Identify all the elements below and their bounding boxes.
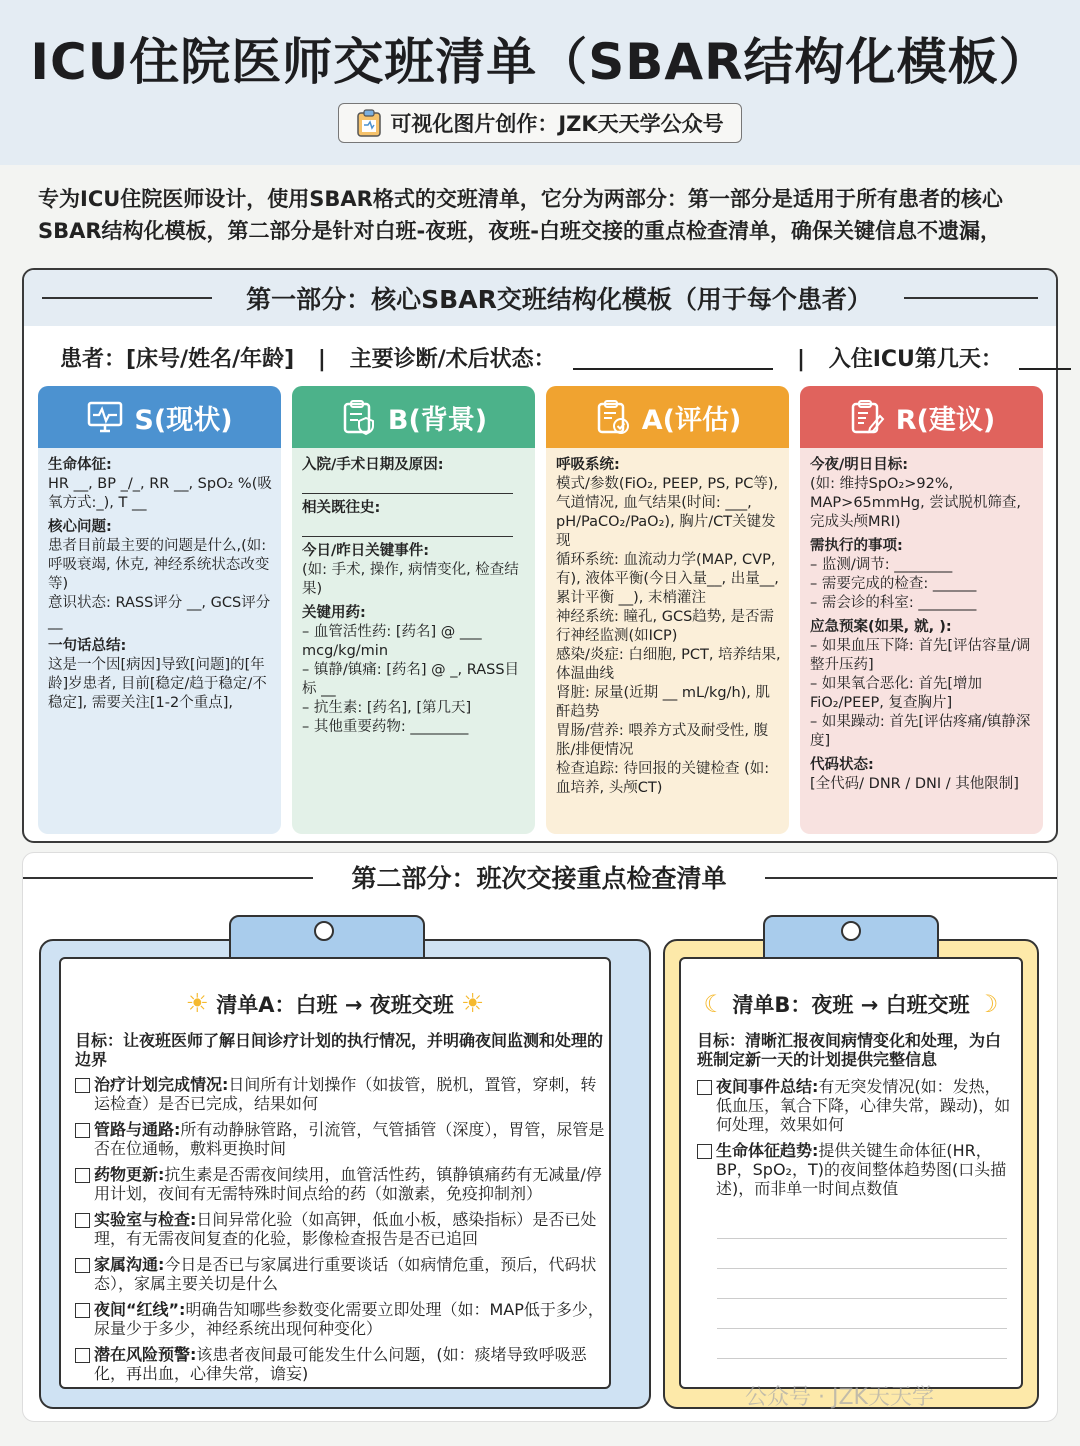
sbar-card-s bbox=[38, 386, 281, 834]
field-heading: 生命体征: bbox=[48, 457, 112, 473]
checklist-text bbox=[94, 1300, 605, 1338]
field-heading: 一句话总结: bbox=[48, 638, 127, 654]
card-header bbox=[292, 386, 535, 448]
icu-day-blank[interactable] bbox=[1019, 348, 1071, 370]
checklist-text bbox=[94, 1210, 605, 1248]
card-body bbox=[292, 448, 535, 737]
sbar-card-b bbox=[292, 386, 535, 834]
card-body bbox=[800, 448, 1043, 794]
paper-b bbox=[679, 957, 1023, 1389]
field-text: 胃肠/营养: 喂养方式及耐受性, 腹胀/排便情况 bbox=[556, 723, 769, 758]
checkbox[interactable] bbox=[75, 1123, 90, 1138]
field-text: 患者目前最主要的问题是什么,(如: 呼吸衰竭, 休克, 神经系统状态改变等) bbox=[48, 538, 270, 592]
field-heading: 应急预案(如果, 就, ): bbox=[810, 619, 952, 635]
field-text: – 如果氧合恶化: 首先[增加FiO₂/PEEP, 复查胸片] bbox=[810, 676, 983, 711]
icu-day-label: 入住ICU第几天： bbox=[828, 347, 1003, 372]
moon-icon: ☾ bbox=[703, 990, 726, 1018]
list-b-title: 清单B：夜班 → 白班交班 bbox=[732, 993, 970, 1017]
checklist-item bbox=[75, 1120, 605, 1158]
checklist-key: 家属沟通: bbox=[94, 1255, 165, 1274]
card-title: S(现状) bbox=[134, 404, 233, 436]
field-text: – 需会诊的科室: ________ bbox=[810, 595, 977, 611]
field-text: 模式/参数(FiO₂, PEEP, PS, PC等), 气道情况, 血气结果(时间: ___, pH/PaCO₂/PaO₂), 胸片/CT关键发现 bbox=[556, 476, 779, 549]
checkbox[interactable] bbox=[75, 1348, 90, 1363]
edit-document-icon bbox=[848, 398, 886, 436]
field-text: 检查追踪: 待回报的关键检查 (如: 血培养, 头颅CT) bbox=[556, 761, 770, 796]
sbar-card-a bbox=[546, 386, 789, 834]
fill-blank[interactable] bbox=[302, 477, 513, 494]
checklist-desc: 抗生素是否需夜间续用，血管活性药，镇静镇痛药有无减量/停用计划，夜间有无需特殊时间点给的药（如激素，免疫抑制剂） bbox=[94, 1165, 602, 1203]
checklist-desc: 今日是否已与家属进行重要谈话（如病情危重，预后，代码状态），家属主要关切是什么 bbox=[94, 1255, 597, 1293]
checklist-desc: 提供关键生命体征(HR，BP，SpO₂，T)的夜间整体趋势图(口头描述)，而非单一时间点数值 bbox=[716, 1141, 1007, 1198]
field-text: – 抗生素: [药名], [第几天] bbox=[302, 700, 472, 716]
field-text: – 如果躁动: 首先[评估疼痛/镇静深度] bbox=[810, 714, 1031, 749]
page-title: ICU住院医师交班清单（SBAR结构化模板） bbox=[30, 33, 1050, 91]
field-heading: 关键用药: bbox=[302, 605, 366, 621]
part1-title: 第一部分：核心SBAR交班结构化模板（用于每个患者） bbox=[246, 285, 872, 314]
checklist-item bbox=[697, 1077, 1013, 1134]
checkbox[interactable] bbox=[75, 1303, 90, 1318]
notes-lines bbox=[717, 1209, 1007, 1359]
card-body bbox=[546, 448, 789, 798]
header-band bbox=[0, 0, 1080, 165]
field-heading: 代码状态: bbox=[810, 757, 874, 773]
credit-text: 可视化图片创作：JZK天天学公众号 bbox=[390, 112, 724, 136]
sun-icon: ☀ bbox=[185, 989, 209, 1019]
field-text: – 需要完成的检查: ______ bbox=[810, 576, 977, 592]
list-a-goal: 目标：让夜班医师了解日间诊疗计划的执行情况，并明确夜间监测和处理的边界 bbox=[75, 1031, 604, 1069]
patient-label: 患者：[床号/姓名/年龄] bbox=[60, 347, 295, 372]
list-a-items bbox=[75, 1075, 605, 1390]
checklist-item bbox=[75, 1075, 605, 1113]
field-text: 循环系统: 血流动力学(MAP, CVP, 有), 液体平衡(今日入量__, 出量__, 累计平衡 __), 末梢灌注 bbox=[556, 552, 779, 606]
checklist-key: 潜在风险预警: bbox=[94, 1345, 197, 1364]
header-rule-right bbox=[904, 297, 1038, 299]
list-b-items bbox=[697, 1077, 1013, 1205]
field-heading: 今日/昨日关键事件: bbox=[302, 543, 430, 559]
sbar-card-r bbox=[800, 386, 1043, 834]
field-heading: 相关既往史: bbox=[302, 500, 381, 516]
field-text: – 镇静/镇痛: [药名] @ _, RASS目标 __ bbox=[302, 662, 520, 697]
field-heading: 今夜/明日目标: bbox=[810, 457, 909, 473]
separator-1: | bbox=[317, 347, 326, 372]
card-title: R(建议) bbox=[895, 404, 996, 436]
field-text: – 监测/调节: ________ bbox=[810, 557, 953, 573]
checklist-key: 夜间事件总结: bbox=[716, 1077, 819, 1096]
card-header bbox=[38, 386, 281, 448]
checklist-text bbox=[716, 1141, 1013, 1198]
field-heading: 需执行的事项: bbox=[810, 538, 903, 554]
checklist-text bbox=[94, 1075, 605, 1113]
checklist-item bbox=[75, 1165, 605, 1203]
paper-a bbox=[59, 957, 611, 1389]
diagnosis-blank[interactable] bbox=[573, 348, 773, 370]
checklist-item bbox=[697, 1141, 1013, 1198]
list-a-title-row bbox=[61, 989, 609, 1019]
checklist-desc: 该患者夜间最可能发生什么问题，(如：痰堵导致呼吸恶化，再出血，心律失常，谵妄) bbox=[94, 1345, 587, 1383]
checkbox[interactable] bbox=[75, 1168, 90, 1183]
diagnosis-label: 主要诊断/术后状态： bbox=[349, 347, 556, 372]
field-text: 肾脏: 尿量(近期 __ mL/kg/h), 肌酐趋势 bbox=[556, 685, 771, 720]
field-heading: 入院/手术日期及原因: bbox=[302, 457, 444, 473]
checklist-item bbox=[75, 1255, 605, 1293]
separator-2: | bbox=[796, 347, 806, 372]
patient-info-line bbox=[60, 342, 1071, 373]
checklist-text bbox=[716, 1077, 1013, 1134]
field-text: – 其他重要药物: ________ bbox=[302, 719, 469, 735]
field-text: – 血管活性药: [药名] @ ___ mcg/kg/min bbox=[302, 624, 482, 659]
clipboard-check-icon bbox=[594, 398, 632, 436]
checklist-key: 实验室与检查: bbox=[94, 1210, 197, 1229]
checklist-text bbox=[94, 1165, 605, 1203]
clipboard-shield-icon bbox=[340, 398, 378, 436]
checklist-key: 治疗计划完成情况: bbox=[94, 1075, 229, 1094]
checkbox[interactable] bbox=[697, 1144, 712, 1159]
field-text: (如: 手术, 操作, 病情变化, 检查结果) bbox=[302, 562, 519, 597]
field-text: HR __, BP _/_, RR __, SpO₂ %(吸氧方式:_), T __ bbox=[48, 476, 272, 511]
header-rule-left bbox=[42, 297, 212, 299]
card-body bbox=[38, 448, 281, 713]
checkbox[interactable] bbox=[75, 1258, 90, 1273]
checklist-desc: 明确告知哪些参数变化需要立即处理（如：MAP低于多少，尿量少于多少，神经系统出现何种变化） bbox=[94, 1300, 604, 1338]
field-text: [全代码/ DNR / DNI / 其他限制] bbox=[810, 776, 1019, 792]
checklist-key: 生命体征趋势: bbox=[716, 1141, 819, 1160]
list-b-title-row bbox=[681, 989, 1021, 1019]
checklist-item bbox=[75, 1345, 605, 1383]
checklist-key: 药物更新: bbox=[94, 1165, 165, 1184]
card-header bbox=[546, 386, 789, 448]
field-text: 感染/炎症: 白细胞, PCT, 培养结果, 体温曲线 bbox=[556, 647, 781, 682]
list-a-title: 清单A：白班 → 夜班交班 bbox=[216, 993, 454, 1017]
part2-section bbox=[22, 852, 1058, 1422]
field-heading: 核心问题: bbox=[48, 519, 112, 535]
field-text: (如: 维持SpO₂>92%, MAP>65mmHg, 尝试脱机筛查, 完成头颅MRI) bbox=[810, 476, 1021, 530]
checklist-item bbox=[75, 1210, 605, 1248]
clip-a-hole bbox=[314, 921, 334, 941]
field-text: 这是一个因[病因]导致[问题]的[年龄]岁患者, 目前[稳定/趋于稳定/不稳定], 需要关注[1-2个重点], bbox=[48, 657, 267, 711]
sun-icon: ☀ bbox=[461, 989, 485, 1019]
list-b-goal: 目标：清晰汇报夜间病情变化和处理，为白班制定新一天的计划提供完整信息 bbox=[697, 1031, 1002, 1069]
credit-badge bbox=[338, 103, 742, 143]
part2-rule-right bbox=[765, 877, 1057, 879]
card-header bbox=[800, 386, 1043, 448]
checkbox[interactable] bbox=[697, 1080, 712, 1095]
checklist-text bbox=[94, 1255, 605, 1293]
checklist-desc: 日间所有计划操作（如拔管，脱机，置管，穿刺，转运检查）是否已完成，结果如何 bbox=[94, 1075, 597, 1113]
checklist-item bbox=[75, 1300, 605, 1338]
checkbox[interactable] bbox=[75, 1078, 90, 1093]
checklist-desc: 所有动静脉管路，引流管，气管插管（深度），胃管，尿管是否在位通畅，敷料更换时间 bbox=[94, 1120, 605, 1158]
clip-b-hole bbox=[841, 921, 861, 941]
card-title: B(背景) bbox=[387, 404, 488, 436]
field-text: 神经系统: 瞳孔, GCS趋势, 是否需行神经监测(如ICP) bbox=[556, 609, 774, 644]
moon-icon: ☽ bbox=[976, 990, 999, 1018]
field-heading: 呼吸系统: bbox=[556, 457, 620, 473]
monitor-icon bbox=[86, 398, 124, 436]
field-text: 意识状态: RASS评分 __, GCS评分 __ bbox=[48, 595, 271, 630]
part1-header bbox=[24, 270, 1056, 326]
checklist-desc: 日间异常化验（如高钾，低血小板，感染指标）是否已处理，有无需夜间复查的化验，影像检查报告是否已追回 bbox=[94, 1210, 597, 1248]
card-title: A(评估) bbox=[641, 404, 742, 436]
fill-blank[interactable] bbox=[302, 520, 513, 537]
checklist-desc: 有无突发情况(如：发热，低血压，氧合下降，心律失常，躁动)，如何处理，效果如何 bbox=[716, 1077, 1011, 1134]
intro-paragraph: 专为ICU住院医师设计，使用SBAR格式的交班清单，它分为两部分：第一部分是适用于所有患者的核心SBAR结构化模板，第二部分是针对白班-夜班，夜班-白班交接的重点检查清单，确保关键信息不遗漏， bbox=[38, 187, 1003, 243]
part2-rule-left bbox=[23, 877, 313, 879]
part1-section bbox=[22, 268, 1058, 843]
checklist-text bbox=[94, 1120, 605, 1158]
watermark: 公众号 · JZK天天学 bbox=[745, 1385, 934, 1410]
clipboard-icon bbox=[356, 109, 382, 137]
checklist-key: 管路与通路: bbox=[94, 1120, 181, 1139]
checklist-key: 夜间“红线”: bbox=[94, 1300, 186, 1319]
field-text: – 如果血压下降: 首先[评估容量/调整升压药] bbox=[810, 638, 1031, 673]
part2-title: 第二部分：班次交接重点检查清单 bbox=[351, 864, 727, 893]
checkbox[interactable] bbox=[75, 1213, 90, 1228]
checklist-text bbox=[94, 1345, 605, 1383]
